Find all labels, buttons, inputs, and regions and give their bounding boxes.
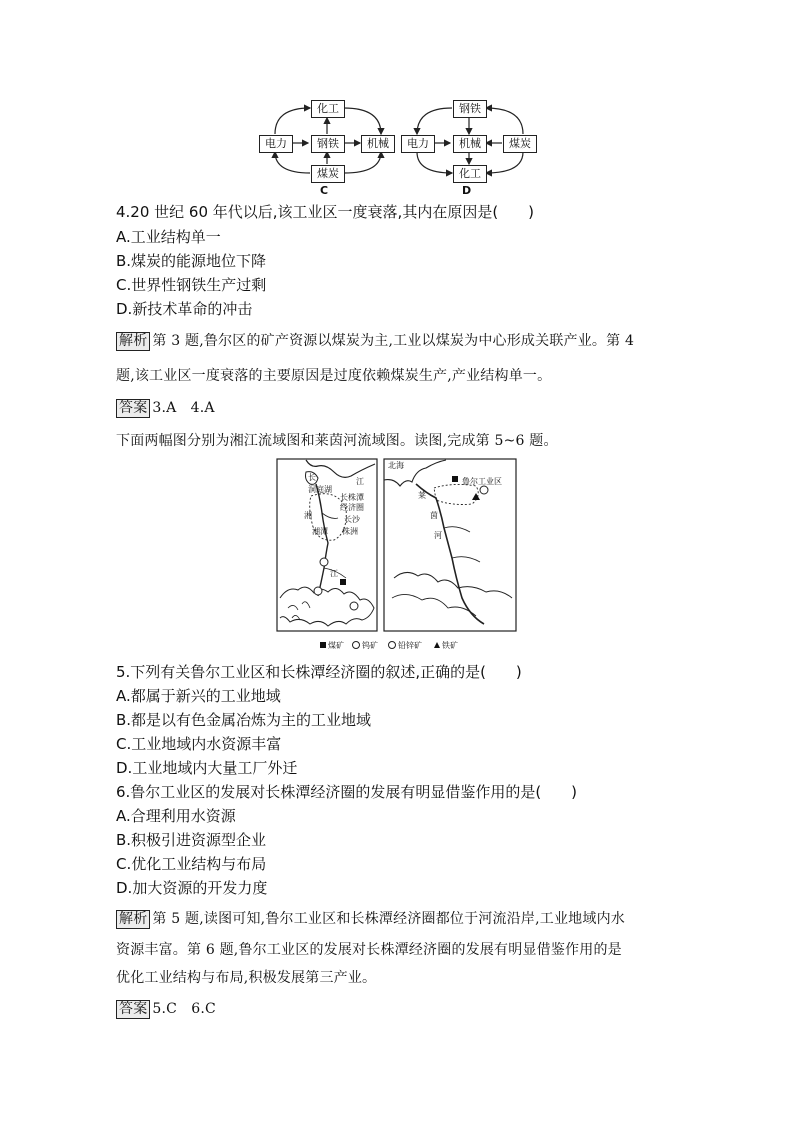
node-power: 电力 — [259, 135, 293, 153]
question-4-option-d: D.新技术革命的冲击 — [116, 300, 253, 318]
question-5-option-d: D.工业地域内大量工厂外迁 — [116, 759, 298, 777]
node-machinery: 机械 — [361, 135, 395, 153]
question-6-option-c: C.优化工业结构与布局 — [116, 855, 267, 873]
node-chemical: 化工 — [453, 165, 487, 183]
question-6-option-d: D.加大资源的开发力度 — [116, 879, 268, 897]
svg-text:钨矿: 钨矿 — [362, 641, 378, 650]
svg-text:铁矿: 铁矿 — [442, 641, 458, 650]
svg-text:株洲: 株洲 — [342, 527, 358, 536]
svg-text:河: 河 — [434, 531, 442, 540]
svg-text:煤矿: 煤矿 — [328, 641, 344, 650]
flow-diagram-d — [400, 98, 540, 198]
question-5-option-b: B.都是以有色金属冶炼为主的工业地域 — [116, 711, 372, 729]
question-4-option-b: B.煤炭的能源地位下降 — [116, 252, 267, 270]
svg-text:长: 长 — [308, 473, 316, 482]
diagram-c-caption: C — [320, 184, 329, 197]
question-6-option-b: B.积极引进资源型企业 — [116, 831, 267, 849]
question-4-stem: 4.20 世纪 60 年代以后,该工业区一度衰落,其内在原因是( ) — [116, 203, 535, 221]
analysis-2-line-2: 资源丰富。第 6 题,鲁尔工业区的发展对长株潭经济圈的发展有明显借鉴作用的是 — [116, 942, 622, 958]
analysis-2-text: 第 5 题,读图可知,鲁尔工业区和长株潭经济圈都位于河流沿岸,工业地域内水 — [152, 911, 625, 927]
svg-text:北海: 北海 — [388, 461, 404, 470]
svg-text:江: 江 — [330, 569, 338, 578]
answer-tag: 答案 — [116, 399, 150, 418]
maps-figure — [276, 458, 518, 654]
analysis-1-text: 第 3 题,鲁尔区的矿产资源以煤炭为主,工业以煤炭为中心形成关联产业。第 4 — [152, 333, 635, 349]
answer-1 — [116, 398, 215, 418]
svg-text:茵: 茵 — [430, 511, 438, 520]
analysis-1-line-2: 题,该工业区一度衰落的主要原因是过度依赖煤炭生产,产业结构单一。 — [116, 368, 552, 384]
node-steel: 钢铁 — [311, 135, 345, 153]
svg-text:湘潭: 湘潭 — [312, 527, 328, 536]
maps-svg — [276, 458, 518, 654]
analysis-tag: 解析 — [116, 910, 150, 929]
svg-text:铅锌矿: 铅锌矿 — [398, 641, 422, 650]
flow-diagram-c — [258, 98, 398, 198]
maps-intro: 下面两幅图分别为湘江流域图和莱茵河流域图。读图,完成第 5~6 题。 — [116, 433, 558, 449]
question-5-stem: 5.下列有关鲁尔工业区和长株潭经济圈的叙述,正确的是( ) — [116, 663, 522, 681]
svg-text:江: 江 — [356, 477, 364, 486]
question-5-option-c: C.工业地域内水资源丰富 — [116, 735, 282, 753]
svg-text:莱: 莱 — [418, 491, 426, 500]
node-coal: 煤炭 — [503, 135, 537, 153]
question-5-option-a: A.都属于新兴的工业地域 — [116, 687, 281, 705]
node-coal: 煤炭 — [311, 165, 345, 183]
svg-text:长株潭: 长株潭 — [340, 493, 364, 502]
analysis-2-line-1 — [116, 909, 625, 929]
svg-text:长沙: 长沙 — [344, 515, 360, 524]
answer-tag: 答案 — [116, 1000, 150, 1019]
answer-2-text: 5.C 6.C — [152, 1001, 216, 1017]
answer-1-text: 3.A 4.A — [152, 400, 215, 416]
svg-text:经济圈: 经济圈 — [340, 503, 364, 512]
node-machinery: 机械 — [453, 135, 487, 153]
analysis-2-line-3: 优化工业结构与布局,积极发展第三产业。 — [116, 970, 377, 986]
question-4-option-a: A.工业结构单一 — [116, 228, 221, 246]
analysis-tag: 解析 — [116, 332, 150, 351]
node-chemical: 化工 — [311, 100, 345, 118]
answer-2 — [116, 999, 216, 1019]
question-6-option-a: A.合理利用水资源 — [116, 807, 236, 825]
question-4-option-c: C.世界性钢铁生产过剩 — [116, 276, 267, 294]
node-steel: 钢铁 — [453, 100, 487, 118]
question-6-stem: 6.鲁尔工业区的发展对长株潭经济圈的发展有明显借鉴作用的是( ) — [116, 783, 578, 801]
svg-text:湘: 湘 — [304, 511, 312, 520]
svg-text:鲁尔工业区: 鲁尔工业区 — [462, 477, 502, 486]
diagram-d-caption: D — [462, 184, 472, 197]
analysis-1-line-1 — [116, 331, 634, 351]
svg-text:洞庭湖: 洞庭湖 — [308, 485, 332, 494]
node-power: 电力 — [401, 135, 435, 153]
